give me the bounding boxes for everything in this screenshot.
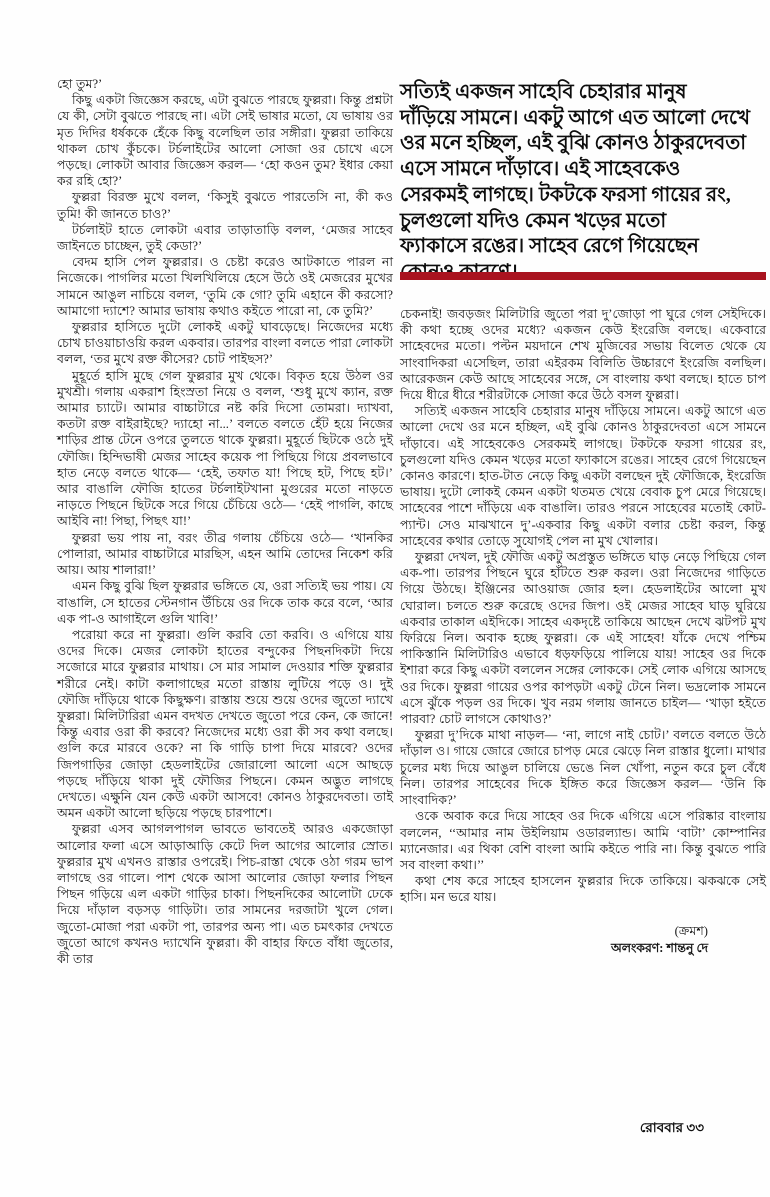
paragraph: বেদম হাসি পেল ফুল্লরার। ও চেষ্টা করেও আটকাতে পারল না নিজেকে। পাগলির মতো খিলখিলিয়ে হেসে উঠে ওই মেজরের মুখের সামনে আঙুল নাচিয়ে বলল, ‘তুমি কে গো? তুমি এহানে কী করসো? আমাগো দ্যাশে? আমার ভাষায় কথাও কইতে পারো না, কে তুমি?’: [57, 255, 393, 318]
right-text-column: [400, 306, 766, 957]
paragraph: কিছু একটা জিজ্ঞেস করছে, এটা বুঝতে পারছে ফুল্লরা। কিন্তু প্রশ্নটা যে কী, সেটা বুঝতে পারছে না। এটা সেই ভাষার মতো, যে ভাষায় ওর মৃত দিদির ধর্ষককে হেঁকে কিছু বলেছিল তার সঙ্গীরা। ফুল্লরা তাকিয়ে থাকল চোখ কুঁচকে। টর্চলাইটের আলো সোজা ওর চোখে এসে পড়ছে। লোকটা আবার জিজ্ঞেস করল— ‘হো কওন তুম? ইধার কেয়া কর রহি হো?’: [57, 93, 393, 189]
red-divider-rule: [400, 272, 766, 280]
paragraph: হো তুম?’: [57, 77, 103, 91]
standfirst-line: সত্যিই একজন সাহেবি চেহারার মানুষ: [400, 81, 687, 103]
paragraph: ফুল্লরা বিরক্ত মুখে বলল, ‘কিসুই বুঝতে পারতেসি না, কী কও তুমি! কী জানতে চাও?’: [57, 190, 393, 221]
paragraph: ফুল্লরা দেখল, দুই ফৌজি একটু অপ্রস্তুত ভঙ্গিতে ঘাড় নেড়ে পিছিয়ে গেল এক-পা। তারপর পিছনে ঘুরে হাঁটতে শুরু করল। ওরা নিজেদের গাড়িতে গিয়ে উঠছে। ইঞ্জিনের আওয়াজ জোর হল। হেডলাইটের আলো মুখ ঘোরাল। চলতে শুরু করেছে ওদের জিপ। ওই মেজর সাহেব ঘাড় ঘুরিয়ে একবার তাকাল এইদিকে। সাহেব একদৃষ্টে তাকিয়ে আছেন দেখে ঝটপট মুখ ফিরিয়ে নিল। অবাক হচ্ছে ফুল্লরা। কে এই সাহেব! যাঁকে দেখে পশ্চিম পাকিস্তানি মিলিটারিও এভাবে ধড়ফড়িয়ে পালিয়ে যায়! সাহেব ওর দিকে ইশারা করে কিছু একটা বললেন সঙ্গের লোককে। সেই লোক এগিয়ে আসছে ওর দিকে। ফুল্লরা গায়ের ওপর কাপড়টা একটু টেনে নিল। ভদ্রলোক সামনে এসে ঝুঁকে পড়ল ওর দিকে। খুব নরম গলায় জানতে চাইল— ‘খাড়া হইতে পারবা? চোট লাগসে কোথাও?’: [400, 550, 766, 727]
paragraph: টর্চলাইট হাতে লোকটা এবার তাড়াতাড়ি বলল, ‘মেজর সাহেব জাইনতে চাচ্ছেন, তুই কেডা?’: [57, 222, 393, 254]
paragraph: ওকে অবাক করে দিয়ে সাহেব ওর দিকে এগিয়ে এসে পরিষ্কার বাংলায় বললেন, ‘‘আমার নাম উইলিয়াম ওডারল্যান্ড। আমি ‘বাটা’ কোম্পানির ম্যানেজার। এর থিকা বেশি বাংলা আমি কইতে পারি না। কিন্তু বুঝতে পারি সব বাংলা কথা।’’: [400, 809, 766, 872]
paragraph: মুহূর্তে হাসি মুছে গেল ফুল্লরার মুখ থেকে। বিকৃত হয়ে উঠল ওর মুখশ্রী। গলায় একরাশ হিংস্রতা নিয়ে ও বলল, ‘শুধু মুখে ক্যান, রক্ত আমার চ্যাটে। আমার বাচ্চাটারে নষ্ট করি দিসো তোমরা। দ্যাখবা, কতটা রক্ত বাইরাইছে? দ্যাহো না...’ বলতে বলতে হেঁট হয়ে নিজের শাড়ির প্রান্ত টেনে ওপরে তুলতে থাকে ফুল্লরা। মুহূর্তে ছিটকে ওঠে দুই ফৌজি। হিন্দিভাষী মেজর সাহেব কয়েক পা পিছিয়ে গিয়ে প্রবলভাবে হাত নেড়ে বলতে থাকে— ‘হেই, তফাত যা! পিছে হট, পিছে হট।’ আর বাঙালি ফৌজি হাতের টর্চলাইটখানা মুগুরের মতো নাড়তে নাড়তে পিছনে ছিটকে সরে গিয়ে চেঁচিয়ে ওঠে— ‘হেই পাগলি, কাছে আইবি না! পিছা, পিছৎ যা!’: [57, 368, 393, 529]
paragraph: কথা শেষ করে সাহেব হাসলেন ফুল্লরার দিকে তাকিয়ে। ঝকঝকে সেই হাসি। মন ভরে যায়।: [400, 874, 766, 905]
standfirst-line: এসে সামনে দাঁড়াবে। এই সাহেবকেও: [400, 158, 681, 181]
standfirst-line: দাঁড়িয়ে সামনে। একটু আগে এত আলো দেখে: [400, 106, 751, 129]
paragraph: সত্যিই একজন সাহেবি চেহারার মানুষ দাঁড়িয়ে সামনে। একটু আগে এত আলো দেখে ওর মনে হচ্ছিল, এই বুঝি কোনও ঠাকুরদেবতা এসে সামনে দাঁড়াবে। এই সাহেবকেও সেরকমই লাগছে। টকটকে ফরসা গায়ের রং, চুলগুলো যদিও কেমন খড়ের মতো ফ্যাকাসে রঙের। সাহেব রেগে গিয়েছেন কোনও কারণে। হাত-টাত নেড়ে কিছু একটা বলছেন দুই ফৌজিকে, ইংরেজি ভাষায়। দুটো লোকই কেমন একটা থতমত খেয়ে বেবাক চুপ মেরে গিয়েছে। সাহেবের পাশে দাঁড়িয়ে এক বাঙালি। তারও পরনে সাহেবের মতোই কোট-প্যান্ট। সেও মাঝখানে দু’-একবার কিছু একটা বলার চেষ্টা করল, কিন্তু সাহেবের কথার তোড়ে সুযোগই পেল না মুখ খোলার।: [400, 404, 766, 548]
page-folio: রোববার ৩৩: [639, 1120, 704, 1135]
serial-continued-label: (ক্রমশ): [674, 923, 708, 938]
paragraph: ফুল্লরার হাসিতে দুটো লোকই একটু ঘাবড়েছে। নিজেদের মধ্যে চোখ চাওয়াচাওয়ি করল একবার। তারপর বাংলা বলতে পারা লোকটা বলল, ‘তর মুখে রক্ত কীসের? চোট পাইছস?’: [57, 320, 393, 367]
paragraph: ফুল্লরা ভয় পায় না, বরং তীব্র গলায় চেঁচিয়ে ওঠে— ‘খানকির পোলারা, আমার বাচ্চাটারে মারছিস, এহন আমি তোদের নিকেশ করি আয়। আয় শালারা!’: [57, 530, 393, 578]
standfirst-line: ওর মনে হচ্ছিল, এই বুঝি কোনও ঠাকুরদেবতা: [400, 132, 747, 155]
credits-block: [400, 923, 766, 957]
standfirst-line: চুলগুলো যদিও কেমন খড়ের মতো: [400, 209, 667, 232]
paragraph: এমন কিছু বুঝি ছিল ফুল্লরার ভঙ্গিতে যে, ওরা সত্যিই ভয় পায়। যে বাঙালি, সে হাতের স্টেনগান উঁচিয়ে ওর দিকে তাক করে বলে, ‘আর এক পা-ও আগাইলে গুলি খাবি!’: [57, 579, 393, 626]
illustration-credit: অলংকরণ: শান্তনু দে: [611, 940, 708, 955]
right-column-paragraphs: [400, 306, 766, 906]
standfirst-pull-quote: [400, 80, 751, 286]
paragraph: ফুল্লরা দু’দিকে মাথা নাড়ল— ‘না, লাগে নাই চোট।’ বলতে বলতে উঠে দাঁড়াল ও। গায়ে জোরে জোরে চাপড় মেরে ঝেড়ে নিল রাস্তার ধুলো। মাথার চুলের মধ্য দিয়ে আঙুল চালিয়ে ভেঙে নিল খোঁপা, নতুন করে চুল বেঁধে নিল। তারপর সাহেবের দিকে ইঙ্গিত করে জিজ্ঞেস করল— ‘উনি কি সাংবাদিক?’: [400, 728, 766, 808]
left-text-column: [57, 76, 393, 1116]
standfirst-line: ফ্যাকাসে রঙের। সাহেব রেগে গিয়েছেন: [400, 235, 699, 258]
paragraph: ফুল্লরা এসব আগলপাগল ভাবতে ভাবতেই আরও একজোড়া আলোর ফলা এসে আড়াআড়ি কেটে দিল আগের আলোর স্রোত। ফুল্লরার মুখ এখনও রাস্তার ওপরেই। পিচ-রাস্তা থেকে ওঠা গরম ভাপ লাগছে ওর গালে। পাশ থেকে আসা আলোর জোড়া ফলার পিছন পিছন গড়িয়ে এল একটা গাড়ির চাকা। পিছনদিকের আলোটা ঢেকে দিয়ে দাঁড়াল বড়সড় গাড়িটা। তার সামনের দরজাটা খুলে গেল। জুতো-মোজা পরা একটা পা, তারপর অন্য পা। এত চমৎকার দেখতে জুতো আগে কখনও দ্যাখেনি ফুল্লরা। কী বাহার ফিতে বাঁধা জুতোর, কী তার: [57, 822, 393, 966]
standfirst-line: সেরকমই লাগছে। টকটকে ফরসা গায়ের রং,: [400, 183, 731, 206]
paragraph: চেকনাই! জবড়জং মিলিটারি জুতো পরা দু’জোড়া পা ঘুরে গেল সেইদিকে। কী কথা হচ্ছে ওদের মধ্যে? একজন কেউ ইংরেজি বলছে। একেবারে সাহেবদের মতো। পল্টন ময়দানে শেখ মুজিবের সভায় বিলেত থেকে যে সাংবাদিকরা এসেছিল, তারা এইরকম বিলিতি উচ্চারণে ইংরেজি বলছিল। আরেকজন কেউ আছে সাহেবের সঙ্গে, সে বাংলায় কথা বলছে। হাতে চাপ দিয়ে ধীরে ধীরে শরীরটাকে সোজা করে উঠে বসল ফুল্লরা।: [400, 307, 766, 403]
paragraph: পরোয়া করে না ফুল্লরা। গুলি করবি তো করবি। ও এগিয়ে যায় ওদের দিকে। মেজর লোকটা হাতের বন্দুকের পিছনদিকটা দিয়ে সজোরে মারে ফুল্লরার মাথায়। সে মার সামাল দেওয়ার শক্তি ফুল্লরার শরীরে নেই। কাটা কলাগাছের মতো রাস্তায় লুটিয়ে পড়ে ও। দুই ফৌজি দাঁড়িয়ে থাকে কিছুক্ষণ। রাস্তায় শুয়ে শুয়ে ওদের জুতো দ্যাখে ফুল্লরা। মিলিটারিরা এমন বদখত দেখতে জুতো পরে কেন, কে জানে! কিন্তু এবার ওরা কী করবে? নিজেদের মধ্যে ওরা কী সব কথা বলছে। গুলি করে মারবে ওকে? না কি গাড়ি চাপা দিয়ে মারবে? ওদের জিপগাড়ির জোড়া হেডলাইটের জোরালো আলো এসে আছড়ে পড়ছে দাঁড়িয়ে থাকা দুই ফৌজির পিছনে। কেমন অদ্ভুত লাগছে দেখতে। এক্ষুনি যেন কেউ একটা আসবে! কোনও ঠাকুরদেবতা। তাই অমন একটা আলো ছড়িয়ে পড়ছে চারপাশে।: [57, 627, 393, 821]
